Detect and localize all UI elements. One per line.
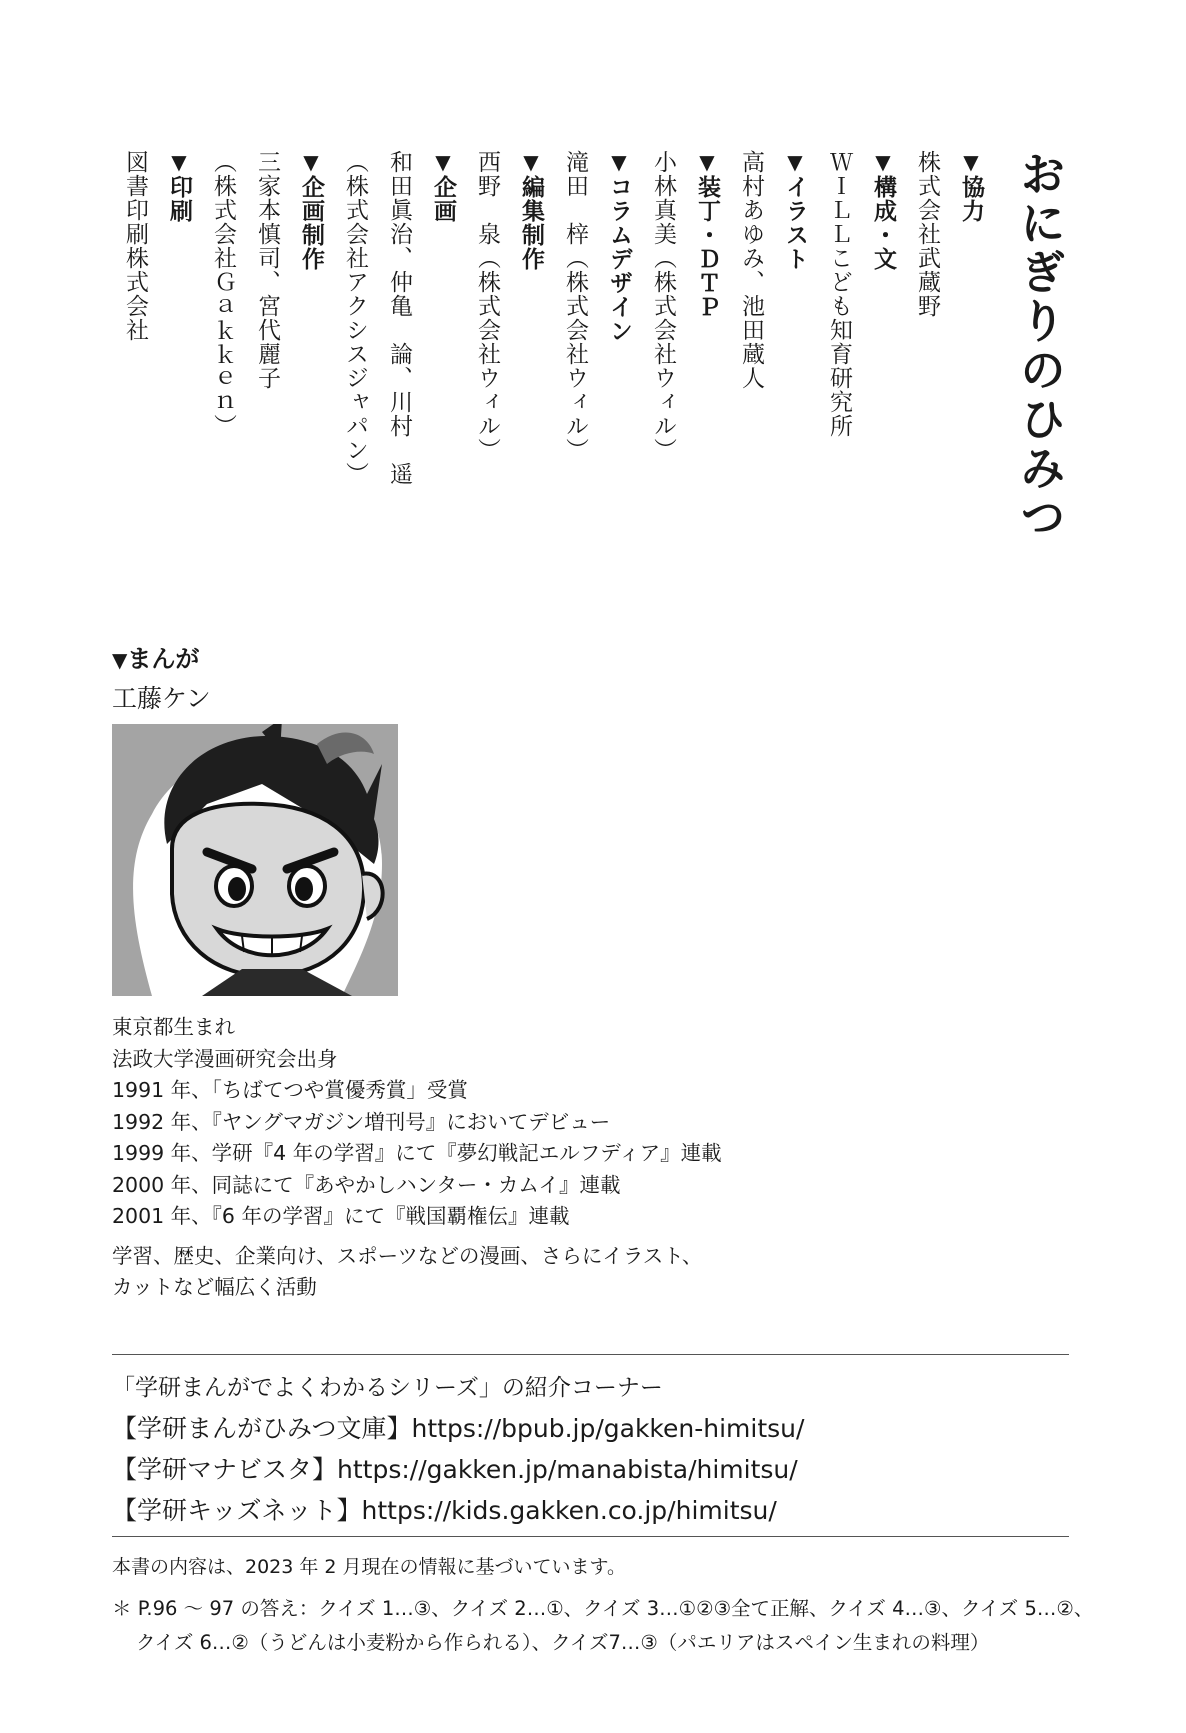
artist-bio (112, 1012, 912, 1304)
credit-entry: 株式会社武蔵野 (914, 150, 940, 318)
book-title: おにぎりのひみつ (1013, 150, 1067, 542)
manga-section (112, 642, 912, 719)
credit-entry: ＷＩＬＬこども知育研究所 (826, 150, 852, 438)
divider (112, 1536, 1069, 1537)
bio-line: 2001 年、『6 年の学習』にて『戦国覇権伝』連載 (112, 1204, 570, 1228)
bio-line: 東京都生まれ (112, 1015, 235, 1039)
credit-heading: ▼編集制作 (518, 150, 544, 271)
credit-heading: ▼コラムデザイン (606, 150, 632, 343)
credit-entry: 西野 泉（株式会社ウィル） (474, 150, 500, 462)
answers-line: クイズ 6…②（うどんは小麦粉から作られる）、クイズ7…③（パエリアはスペイン生まれの料理） (136, 1631, 990, 1654)
artist-portrait-illustration (112, 724, 398, 996)
bio-line: 1992 年、『ヤングマガジン増刊号』においてデビュー (112, 1109, 611, 1134)
triangle-marker-icon: ▼ (167, 150, 191, 175)
credit-entry: 高村あゆみ、池田蔵人 (738, 150, 764, 390)
credit-entry: 三家本慎司、宮代麗子 (254, 150, 280, 390)
bio-line: 法政大学漫画研究会出身 (112, 1046, 338, 1071)
credit-heading: ▼企画制作 (298, 150, 324, 271)
manga-artist-name: 工藤ケン (112, 684, 211, 713)
answers-line: ＊ P.96 〜 97 の答え：クイズ 1…③、クイズ 2…①、クイズ 3…①②③全て正解、クイズ 4…③、クイズ 5…②、 (112, 1597, 1094, 1620)
credit-entry: （株式会社アクシスジャパン） (342, 150, 368, 486)
series-intro: 「学研まんがでよくわかるシリーズ」の紹介コーナー (112, 1375, 663, 1401)
triangle-marker-icon: ▼ (519, 150, 543, 175)
triangle-marker-icon: ▼ (299, 150, 323, 175)
credit-heading: ▼企画 (430, 150, 456, 223)
credit-entry: 小林真美（株式会社ウィル） (650, 150, 676, 462)
bio-line: 2000 年、同誌にて『あやかしハンター・カムイ』連載 (112, 1172, 621, 1197)
credit-heading: ▼構成・文 (870, 150, 896, 271)
triangle-marker-icon: ▼ (112, 648, 128, 672)
triangle-marker-icon: ▼ (871, 150, 895, 175)
series-link-manabista[interactable]: 【学研マナビスタ】https://gakken.jp/manabista/himitsu/ (112, 1455, 798, 1484)
triangle-marker-icon: ▼ (607, 150, 631, 175)
credits-block (106, 150, 1068, 650)
divider (112, 1354, 1069, 1355)
manga-boy-icon (112, 724, 398, 996)
credit-entry: 滝田 梓（株式会社ウィル） (562, 150, 588, 462)
manga-heading: ▼まんが (112, 645, 200, 673)
bio-line: 1991 年、「ちばてつや賞優秀賞」受賞 (112, 1078, 468, 1102)
series-link-himitsu-bunko[interactable]: 【学研まんがひみつ文庫】https://bpub.jp/gakken-himitsu/ (112, 1414, 805, 1443)
bio-line: 1999 年、学研『4 年の学習』にて『夢幻戦記エルフディア』連載 (112, 1141, 722, 1165)
triangle-marker-icon: ▼ (959, 150, 983, 175)
triangle-marker-icon: ▼ (695, 150, 719, 175)
info-note: 本書の内容は、2023 年 2 月現在の情報に基づいています。 (112, 1556, 627, 1578)
credit-heading: ▼イラスト (782, 150, 808, 271)
credit-heading: ▼装丁・ＤＴＰ (694, 150, 720, 319)
credit-heading: ▼印刷 (166, 150, 192, 223)
series-corner (112, 1368, 1069, 1531)
activity-line: カットなど幅広く活動 (112, 1275, 317, 1299)
series-link-kidsnet[interactable]: 【学研キッズネット】https://kids.gakken.co.jp/himitsu/ (112, 1496, 777, 1525)
credit-entry: 図書印刷株式会社 (122, 150, 148, 342)
triangle-marker-icon: ▼ (431, 150, 455, 175)
credit-heading: ▼協力 (958, 150, 984, 223)
triangle-marker-icon: ▼ (783, 150, 807, 175)
activity-line: 学習、歴史、企業向け、スポーツなどの漫画、さらにイラスト、 (112, 1243, 703, 1268)
credit-entry: 和田眞治、仲亀 論、川村 遥 (386, 150, 412, 486)
credit-entry: （株式会社Ｇａｋｋｅｎ） (210, 150, 236, 438)
answers-note (112, 1592, 1094, 1660)
